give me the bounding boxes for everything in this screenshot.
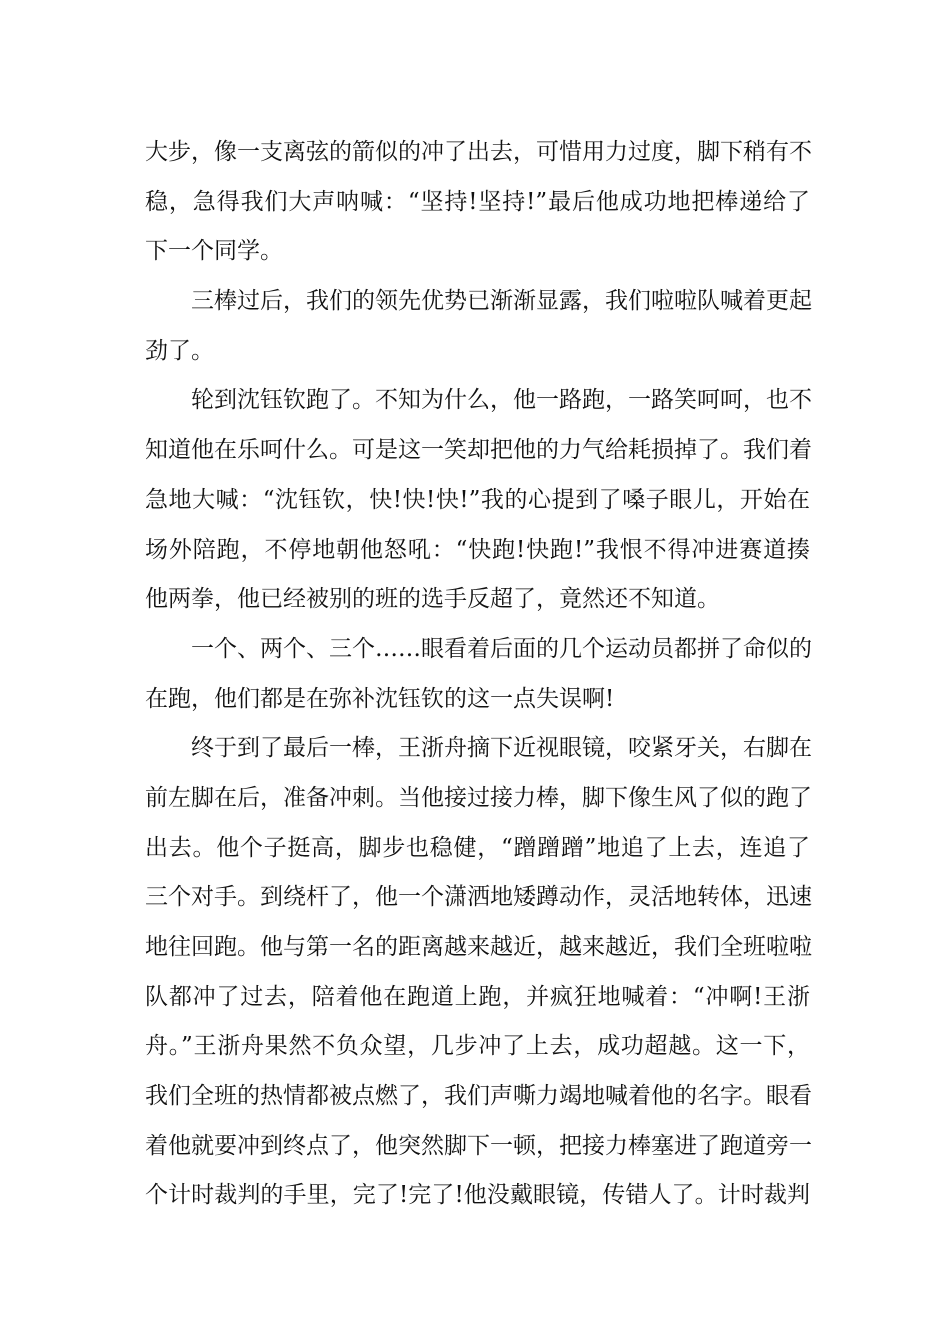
text-line: 前左脚在后，准备冲刺。当他接过接力棒，脚下像生风了似的跑了: [145, 784, 812, 811]
text-line: 地往回跑。他与第一名的距离越来越近，越来越近，我们全班啦啦: [145, 934, 812, 960]
text-line: 舟。”王浙舟果然不负众望，几步冲了上去，成功超越。这一下，: [145, 1033, 810, 1060]
text-line: 出去。他个子挺高，脚步也稳健，“蹭蹭蹭”地追了上去，连追了: [145, 834, 810, 861]
text-line: 急地大喊：“沈钰钦，快!快!快!”我的心提到了嗓子眼儿，开始在: [145, 486, 810, 513]
text-line: 大步，像一支离弦的箭似的冲了出去，可惜用力过度，脚下稍有不: [145, 139, 812, 165]
paragraph-first-line: 终于到了最后一棒，王浙舟摘下近视眼镜，咬紧牙关，右脚在: [191, 735, 812, 762]
text-line: 下一个同学。: [145, 238, 283, 265]
paragraph-first-line: 轮到沈钰钦跑了。不知为什么，他一路跑，一路笑呵呵，也不: [191, 387, 812, 414]
text-line: 在跑，他们都是在弥补沈钰钦的这一点失误啊!: [145, 685, 615, 712]
text-line: 场外陪跑，不停地朝他怒吼：“快跑!快跑!”我恨不得冲进赛道揍: [145, 536, 810, 563]
essay-body: [145, 128, 810, 1221]
text-line: 队都冲了过去，陪着他在跑道上跑，并疯狂地喊着：“冲啊!王浙: [145, 983, 810, 1010]
text-line: 稳，急得我们大声呐喊：“坚持!坚持!”最后他成功地把棒递给了: [145, 188, 810, 215]
paragraph-first-line: 三棒过后，我们的领先优势已渐渐显露，我们啦啦队喊着更起: [191, 288, 812, 315]
text-line: 三个对手。到绕杆了，他一个潇洒地矮蹲动作，灵活地转体，迅速: [145, 884, 812, 911]
text-line: 知道他在乐呵什么。可是这一笑却把他的力气给耗损掉了。我们着: [145, 437, 812, 464]
paragraph-first-line: 一个、两个、三个……眼看着后面的几个运动员都拼了命似的: [191, 635, 812, 662]
text-line: 我们全班的热情都被点燃了，我们声嘶力竭地喊着他的名字。眼看: [145, 1083, 812, 1110]
text-line: 他两拳，他已经被别的班的选手反超了，竟然还不知道。: [145, 586, 720, 613]
text-line: 劲了。: [145, 337, 214, 364]
text-line: 着他就要冲到终点了，他突然脚下一顿，把接力棒塞进了跑道旁一: [145, 1132, 812, 1159]
text-line: 个计时裁判的手里，完了!完了!他没戴眼镜，传错人了。计时裁判: [145, 1182, 810, 1209]
